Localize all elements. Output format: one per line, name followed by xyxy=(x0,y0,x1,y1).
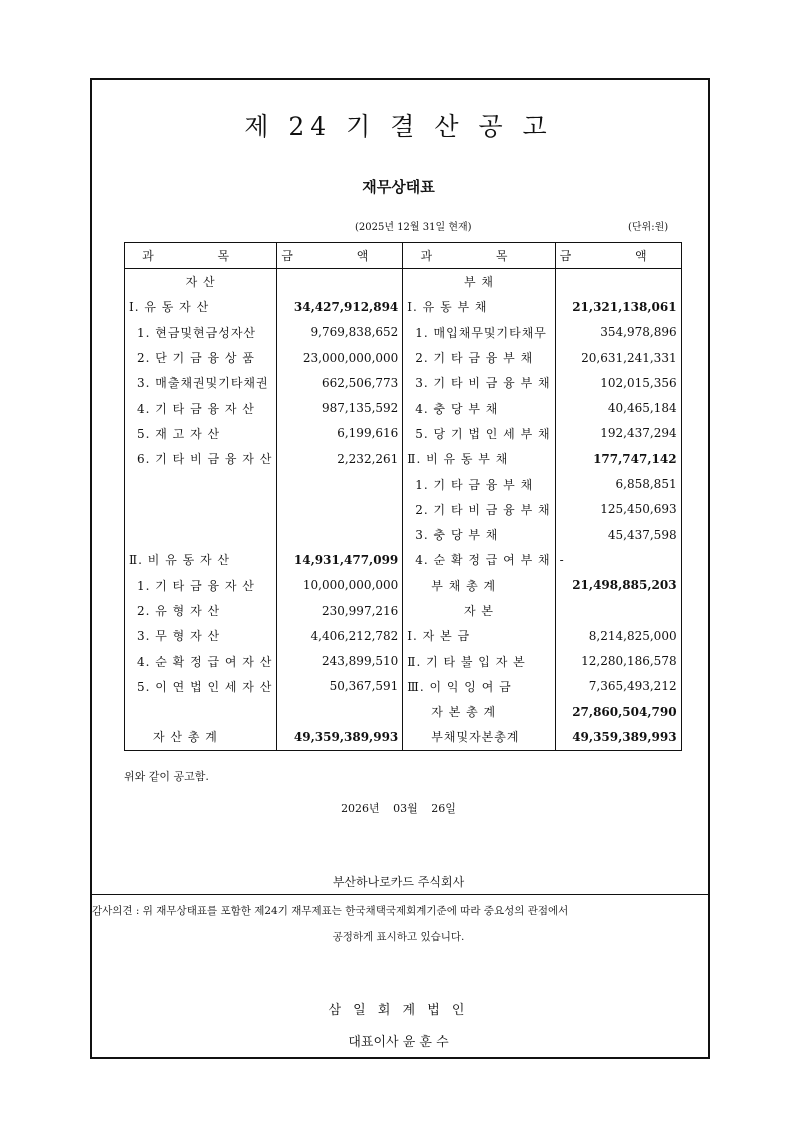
row-label: Ⅰ. 유 동 부 채 xyxy=(403,294,555,319)
statement-title: 재무상태표 xyxy=(362,178,435,196)
row-amount: 50,367,591 xyxy=(277,674,403,699)
row-label: 2. 기 타 비 금 융 부 채 xyxy=(403,497,555,522)
row-amount: 4,406,212,782 xyxy=(277,623,403,648)
row-amount: 230,997,216 xyxy=(277,598,403,623)
row-amount: 6,858,851 xyxy=(555,471,681,496)
row-label: 2. 단 기 금 융 상 품 xyxy=(125,345,277,370)
row-amount: 40,465,184 xyxy=(555,395,681,420)
ceo-name: 대표이사 윤 훈 수 xyxy=(348,1035,449,1050)
audit-opinion-line1: 감사의견 : 위 재무상태표를 포함한 제24기 재무제표는 한국채택국제회계기준에 따라 중요성의 관점에서 xyxy=(92,905,569,917)
row-label: Ⅱ. 비 유 동 자 산 xyxy=(125,547,277,572)
document-title: 제 24 기 결 산 공 고 xyxy=(244,112,553,141)
row-amount: 7,365,493,212 xyxy=(555,674,681,699)
row-amount: 354,978,896 xyxy=(555,320,681,345)
audit-divider xyxy=(90,894,710,895)
total-liabilities-equity-label: 부채및자본총계 xyxy=(403,724,555,750)
header-asset-item: 과 목 xyxy=(125,243,277,269)
table-row xyxy=(125,421,682,446)
row-label: Ⅰ. 자 본 금 xyxy=(403,623,555,648)
table-row xyxy=(125,648,682,673)
row-amount: 12,280,186,578 xyxy=(555,648,681,673)
row-amount xyxy=(277,522,403,547)
row-label: Ⅱ. 비 유 동 부 채 xyxy=(403,446,555,471)
row-amount: 34,427,912,894 xyxy=(277,294,403,319)
row-label: 3. 무 형 자 산 xyxy=(125,623,277,648)
table-total-row xyxy=(125,724,682,750)
row-amount: 23,000,000,000 xyxy=(277,345,403,370)
row-label: 5. 재 고 자 산 xyxy=(125,421,277,446)
row-label: 자 산 xyxy=(125,269,277,295)
audit-opinion-line2: 공정하게 표시하고 있습니다. xyxy=(332,931,465,943)
row-label: 5. 이 연 법 인 세 자 산 xyxy=(125,674,277,699)
row-amount xyxy=(277,269,403,295)
row-amount: 102,015,356 xyxy=(555,370,681,395)
table-row xyxy=(125,395,682,420)
row-label: 자 본 총 계 xyxy=(403,699,555,724)
announcement-note: 위와 같이 공고함. xyxy=(124,770,209,783)
row-label: 자 본 xyxy=(403,598,555,623)
row-label xyxy=(125,471,277,496)
header-liability-amount: 금 액 xyxy=(555,243,681,269)
row-label: 2. 유 형 자 산 xyxy=(125,598,277,623)
row-amount: 192,437,294 xyxy=(555,421,681,446)
table-row xyxy=(125,269,682,295)
unit-label: (단위:원) xyxy=(628,222,669,233)
row-label: 부 채 xyxy=(403,269,555,295)
balance-sheet-table xyxy=(124,242,682,751)
row-amount: 987,135,592 xyxy=(277,395,403,420)
total-liabilities-equity-amount: 49,359,389,993 xyxy=(555,724,681,750)
table-row xyxy=(125,446,682,471)
header-asset-amount: 금 액 xyxy=(277,243,403,269)
row-amount: 9,769,838,652 xyxy=(277,320,403,345)
row-label: 2. 기 타 금 융 부 채 xyxy=(403,345,555,370)
row-label: 3. 충 당 부 채 xyxy=(403,522,555,547)
table-row xyxy=(125,320,682,345)
row-label: Ⅲ. 이 익 잉 여 금 xyxy=(403,674,555,699)
row-amount: 177,747,142 xyxy=(555,446,681,471)
row-amount: 125,450,693 xyxy=(555,497,681,522)
table-row xyxy=(125,497,682,522)
row-amount: 6,199,616 xyxy=(277,421,403,446)
header-liability-item: 과 목 xyxy=(403,243,555,269)
row-amount: 243,899,510 xyxy=(277,648,403,673)
row-label: 1. 기 타 금 융 부 채 xyxy=(403,471,555,496)
row-amount: 662,506,773 xyxy=(277,370,403,395)
row-amount: 21,498,885,203 xyxy=(555,573,681,598)
row-label: 1. 매입채무및기타채무 xyxy=(403,320,555,345)
row-label: 4. 순 확 정 급 여 자 산 xyxy=(125,648,277,673)
row-label xyxy=(125,699,277,724)
row-amount: 21,321,138,061 xyxy=(555,294,681,319)
auditor-firm: 삼 일 회 계 법 인 xyxy=(328,1003,469,1018)
row-label: Ⅰ. 유 동 자 산 xyxy=(125,294,277,319)
row-label: 4. 충 당 부 채 xyxy=(403,395,555,420)
row-amount: 45,437,598 xyxy=(555,522,681,547)
row-amount xyxy=(277,497,403,522)
table-row xyxy=(125,623,682,648)
table-row xyxy=(125,471,682,496)
row-amount xyxy=(555,598,681,623)
row-amount: 20,631,241,331 xyxy=(555,345,681,370)
total-assets-label: 자 산 총 계 xyxy=(125,724,277,750)
row-label: 1. 기 타 금 융 자 산 xyxy=(125,573,277,598)
table-header-row xyxy=(125,243,682,269)
table-row xyxy=(125,294,682,319)
row-amount: 8,214,825,000 xyxy=(555,623,681,648)
table-row xyxy=(125,522,682,547)
row-label: 부 채 총 계 xyxy=(403,573,555,598)
row-label xyxy=(125,522,277,547)
table-row xyxy=(125,547,682,572)
row-amount: - xyxy=(555,547,681,572)
announcement-date: 2026년 03월 26일 xyxy=(341,802,456,815)
table-row xyxy=(125,699,682,724)
row-amount xyxy=(555,269,681,295)
row-label: Ⅱ. 기 타 불 입 자 본 xyxy=(403,648,555,673)
row-amount xyxy=(277,699,403,724)
row-label xyxy=(125,497,277,522)
total-assets-amount: 49,359,389,993 xyxy=(277,724,403,750)
row-label: 3. 매출채권및기타채권 xyxy=(125,370,277,395)
row-amount: 10,000,000,000 xyxy=(277,573,403,598)
row-label: 4. 기 타 금 융 자 산 xyxy=(125,395,277,420)
row-label: 4. 순 확 정 급 여 부 채 xyxy=(403,547,555,572)
table-row xyxy=(125,573,682,598)
row-label: 1. 현금및현금성자산 xyxy=(125,320,277,345)
table-row xyxy=(125,598,682,623)
table-row xyxy=(125,674,682,699)
table-row xyxy=(125,345,682,370)
row-label: 5. 당 기 법 인 세 부 채 xyxy=(403,421,555,446)
row-amount xyxy=(277,471,403,496)
company-name: 부산하나로카드 주식회사 xyxy=(332,875,465,889)
row-label: 3. 기 타 비 금 융 부 채 xyxy=(403,370,555,395)
row-amount: 2,232,261 xyxy=(277,446,403,471)
table-row xyxy=(125,370,682,395)
row-amount: 27,860,504,790 xyxy=(555,699,681,724)
as-of-date: (2025년 12월 31일 현재) xyxy=(355,222,472,233)
row-label: 6. 기 타 비 금 융 자 산 xyxy=(125,446,277,471)
row-amount: 14,931,477,099 xyxy=(277,547,403,572)
